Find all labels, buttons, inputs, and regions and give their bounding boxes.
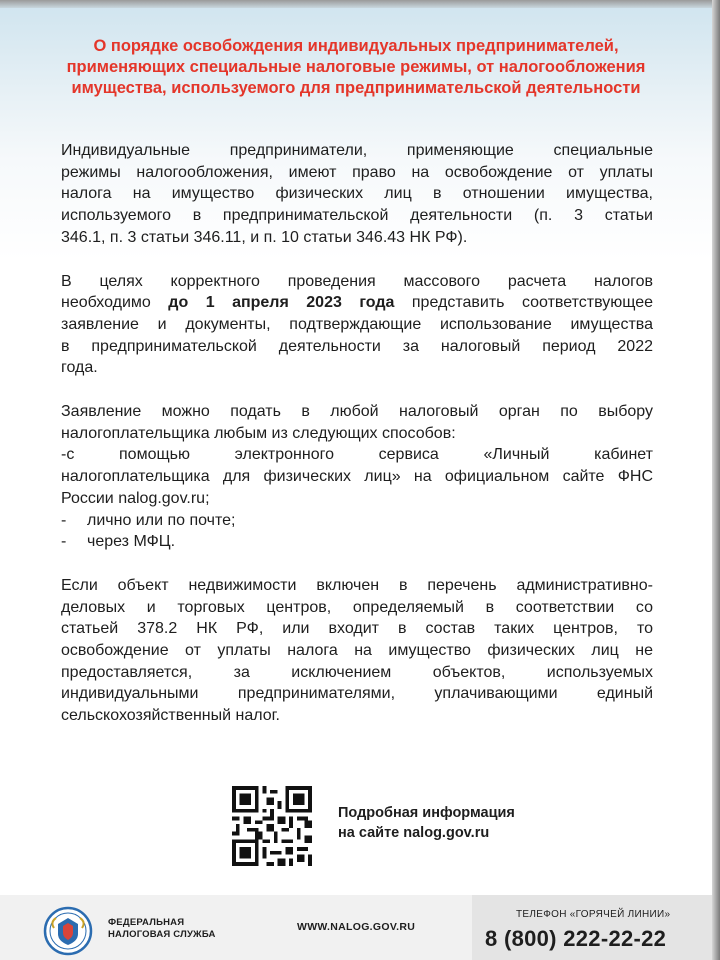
paragraph-line: Индивидуальные предприниматели, применяющие специальные <box>61 142 653 159</box>
paragraph-line: заявление и документы, подтверждающие использование имущества <box>61 315 653 333</box>
scan-right-edge <box>712 0 720 960</box>
paragraph-line: используемого в предпринимательской деятельности (п. 3 статьи <box>61 207 653 225</box>
paragraph-line: Заявление можно подать в любой налоговый орган по выбору <box>61 403 653 421</box>
org-name-line-2: НАЛОГОВАЯ СЛУЖБА <box>108 929 216 940</box>
bullet-item <box>61 510 653 532</box>
scan-top-edge <box>0 0 712 8</box>
bullet-item <box>61 444 653 466</box>
paragraph-line <box>61 292 653 314</box>
paragraph-deadline <box>61 271 653 380</box>
paragraph-submission <box>61 401 653 553</box>
paragraph-line: налогоплательщика любым из следующих способов: <box>61 424 456 442</box>
paragraph-line: освобождение от уплаты налога на имущество физических лиц не <box>61 642 653 660</box>
bullet-dash: - <box>61 511 67 529</box>
paragraph-line: режимы налогообложения, имеют право на освобождение от уплаты <box>61 163 653 181</box>
more-info-line-1: Подробная информация <box>338 805 515 821</box>
website-link[interactable]: WWW.NALOG.GOV.RU <box>297 921 416 933</box>
paragraph-line: индивидуальными предпринимателями, уплачивающими единый <box>61 685 653 703</box>
deadline-suffix: представить соответствующее <box>411 294 654 312</box>
paragraph-line: года. <box>61 359 98 377</box>
deadline-date: до 1 апреля 2023 года <box>168 294 395 312</box>
paragraph-line: статьей 378.2 НК РФ, или входит в состав таких центров, то <box>61 620 653 638</box>
bullet-text: с помощью электронного сервиса «Личный кабинет <box>66 446 653 464</box>
bullet-item <box>61 531 653 553</box>
bullet-text: через МФЦ. <box>87 533 176 551</box>
more-info-line-2: на сайте nalog.gov.ru <box>338 825 490 841</box>
fns-emblem-icon <box>40 906 96 956</box>
paragraph-line: деловых и торговых центров, определяемый в соответствии со <box>61 598 653 616</box>
bullet-text: лично или по почте; <box>87 511 236 529</box>
paragraph-line: В целях корректного проведения массового расчета налогов <box>61 272 653 290</box>
document-title <box>36 36 676 99</box>
title-line-1: О порядке освобождения индивидуальных предпринимателей, <box>93 37 619 55</box>
hotline-label: ТЕЛЕФОН «ГОРЯЧЕЙ ЛИНИИ» <box>516 909 671 920</box>
paragraph-line: Если объект недвижимости включен в перечень административно- <box>61 576 653 594</box>
title-line-3: имущества, используемого для предпринимательской деятельности <box>71 79 641 97</box>
org-name-line-1: ФЕДЕРАЛЬНАЯ <box>108 917 185 928</box>
org-name <box>108 917 216 941</box>
paragraph-line: в предпринимательской деятельности за налоговый период 2022 <box>61 337 653 355</box>
qr-code-icon[interactable] <box>232 786 312 866</box>
paragraph-line: сельскохозяйственный налог. <box>61 707 280 725</box>
more-info <box>338 803 515 843</box>
paragraph-exception <box>61 575 653 727</box>
hotline-phone[interactable]: 8 (800) 222-22-22 <box>485 926 667 951</box>
paragraph-line: предоставляется, за исключением объектов, используемых <box>61 663 653 681</box>
title-line-2: применяющих специальные налоговые режимы, от налогообложения <box>66 58 646 76</box>
paragraph-line: России nalog.gov.ru; <box>61 489 210 507</box>
paragraph-line: 346.1, п. 3 статьи 346.11, и п. 10 статьи 346.43 НК РФ). <box>61 228 468 246</box>
deadline-prefix: необходимо <box>61 294 151 312</box>
paragraph-rights <box>61 140 653 249</box>
bullet-dash: - <box>61 533 67 551</box>
document-body <box>61 140 653 749</box>
bullet-dash: - <box>61 446 67 464</box>
paragraph-line: налогоплательщика для физических лиц» на официальном сайте ФНС <box>61 468 653 486</box>
paragraph-line: налога на имущество физических лиц в отношении имущества, <box>61 185 653 203</box>
